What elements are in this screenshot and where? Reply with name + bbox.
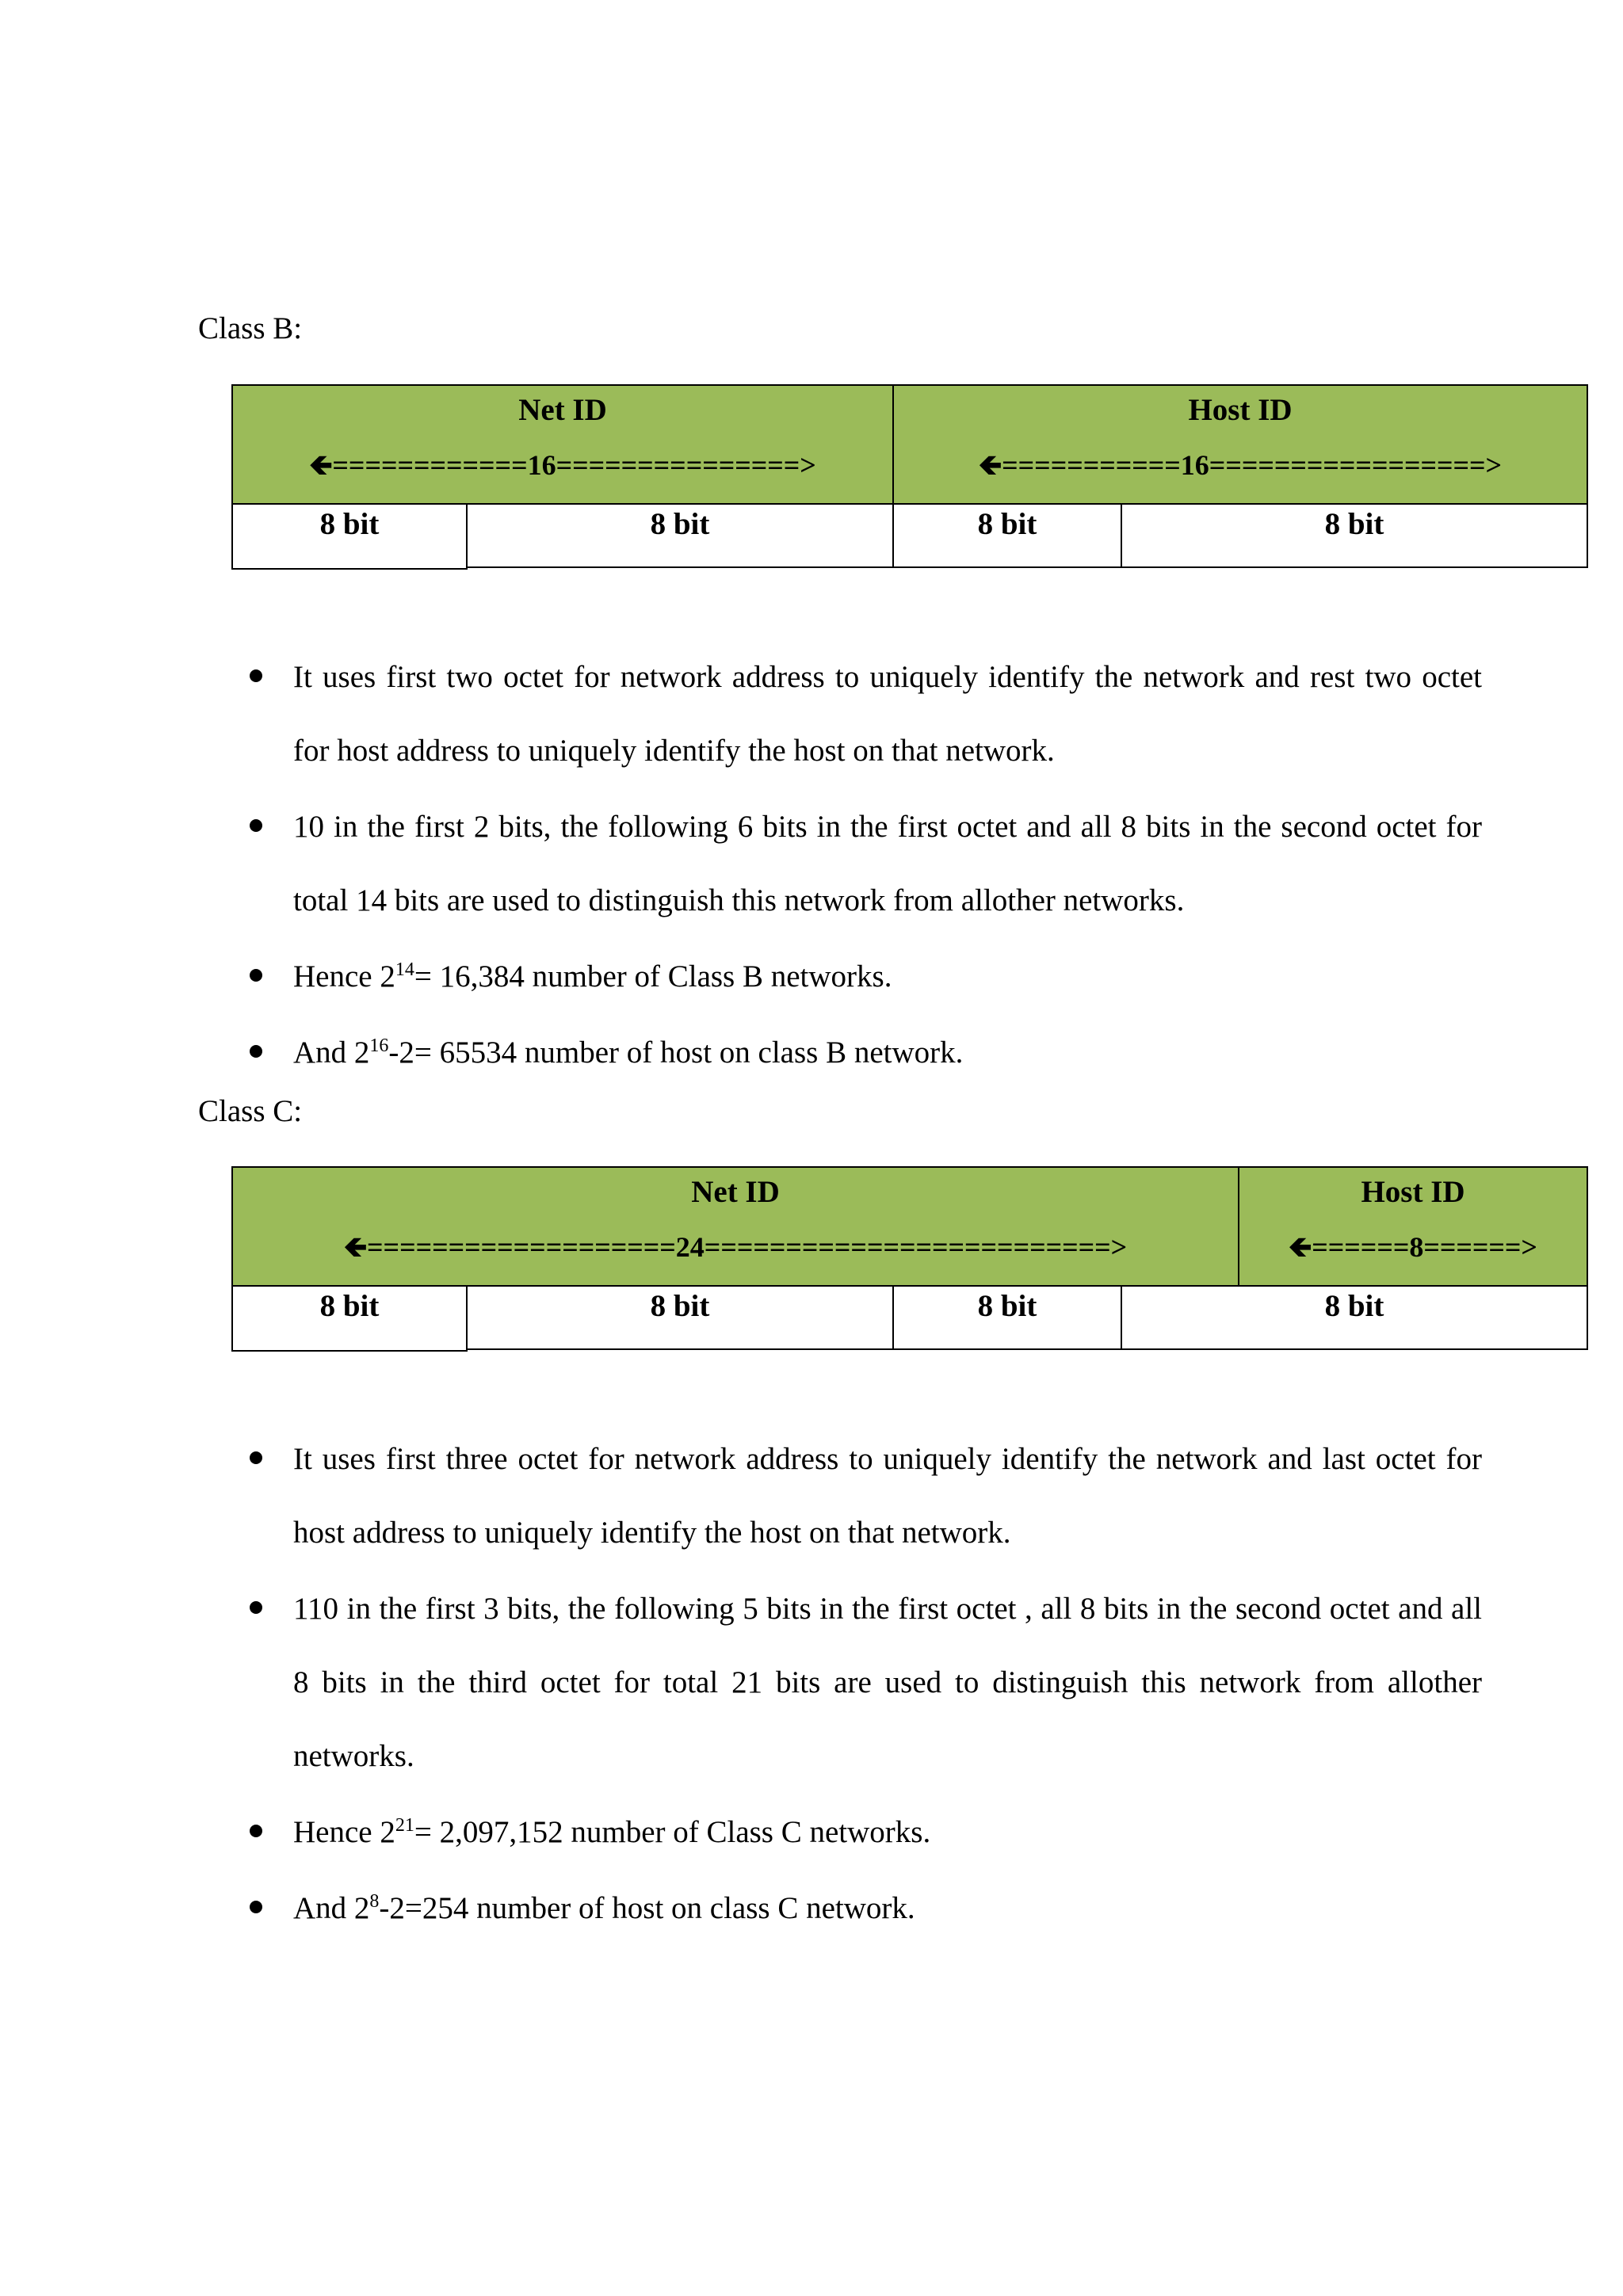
bit-cell: 8 bit [468,503,894,568]
class-b-host-id-arrow: 🡸===========16=================> [978,449,1503,482]
class-b-bit-row [231,503,1588,570]
bit-cell: 8 bit [468,1285,894,1350]
class-c-net-id-arrow: 🡸===================24=========================> [343,1231,1128,1264]
list-item: It uses first two octet for network address to uniquely identify the network and rest two octet for host address to uniquely identify the host on that network. [198,640,1482,788]
left-arrow-icon: 🡸 [978,449,1002,482]
list-item: Hence $2^{14}= 16,384$ number of Class B networks. [198,940,1482,1013]
bit-cell: 8 bit [1122,1285,1588,1350]
list-item: Hence $2^{21}= 2,097,152$ number of Class C networks. [198,1795,1482,1869]
class-c-bullet-list [198,1422,1482,1947]
class-c-bit-row [231,1285,1588,1352]
class-b-net-id-label: Net ID [518,393,607,427]
list-item: 10 in the first 2 bits, the following 6 bits in the first octet and all 8 bits in the second octet for total 14 bits are used to distinguish this network from allother networks. [198,790,1482,937]
left-arrow-icon: 🡸 [1289,1231,1312,1264]
class-c-net-id-segment [231,1166,1239,1287]
bit-cell: 8 bit [1122,503,1588,568]
class-b-bullet-list [198,640,1482,1092]
bit-cell: 8 bit [231,1285,468,1352]
class-c-net-id-label: Net ID [691,1175,780,1209]
class-b-host-id-segment [892,384,1588,505]
class-b-heading: Class B: [198,311,303,345]
list-item: It uses first three octet for network address to uniquely identify the network and last octet for host address to uniquely identify the host on that network. [198,1422,1482,1569]
bit-cell: 8 bit [894,1285,1122,1350]
left-arrow-icon: 🡸 [343,1231,368,1264]
class-c-host-id-arrow: 🡸======8======> [1289,1231,1537,1264]
bit-cell: 8 bit [231,503,468,570]
list-item: And $2^{16}-2= 65534$ number of host on class B network. [198,1016,1482,1089]
class-b-host-id-label: Host ID [1188,393,1293,427]
class-b-net-id-arrow: 🡸============16===============> [309,449,816,482]
class-c-heading: Class C: [198,1094,303,1128]
bit-cell: 8 bit [894,503,1122,568]
class-c-host-id-segment [1238,1166,1588,1287]
class-c-host-id-label: Host ID [1361,1175,1465,1209]
left-arrow-icon: 🡸 [309,449,333,482]
list-item: 110 in the first 3 bits, the following 5 bits in the first octet , all 8 bits in the second octet and all 8 bits in the third octet for total 21 bits are used to distinguish this network from allother networks. [198,1572,1482,1793]
list-item: And $2^8-2=254$ number of host on class C network. [198,1871,1482,1945]
class-b-net-id-segment [231,384,894,505]
